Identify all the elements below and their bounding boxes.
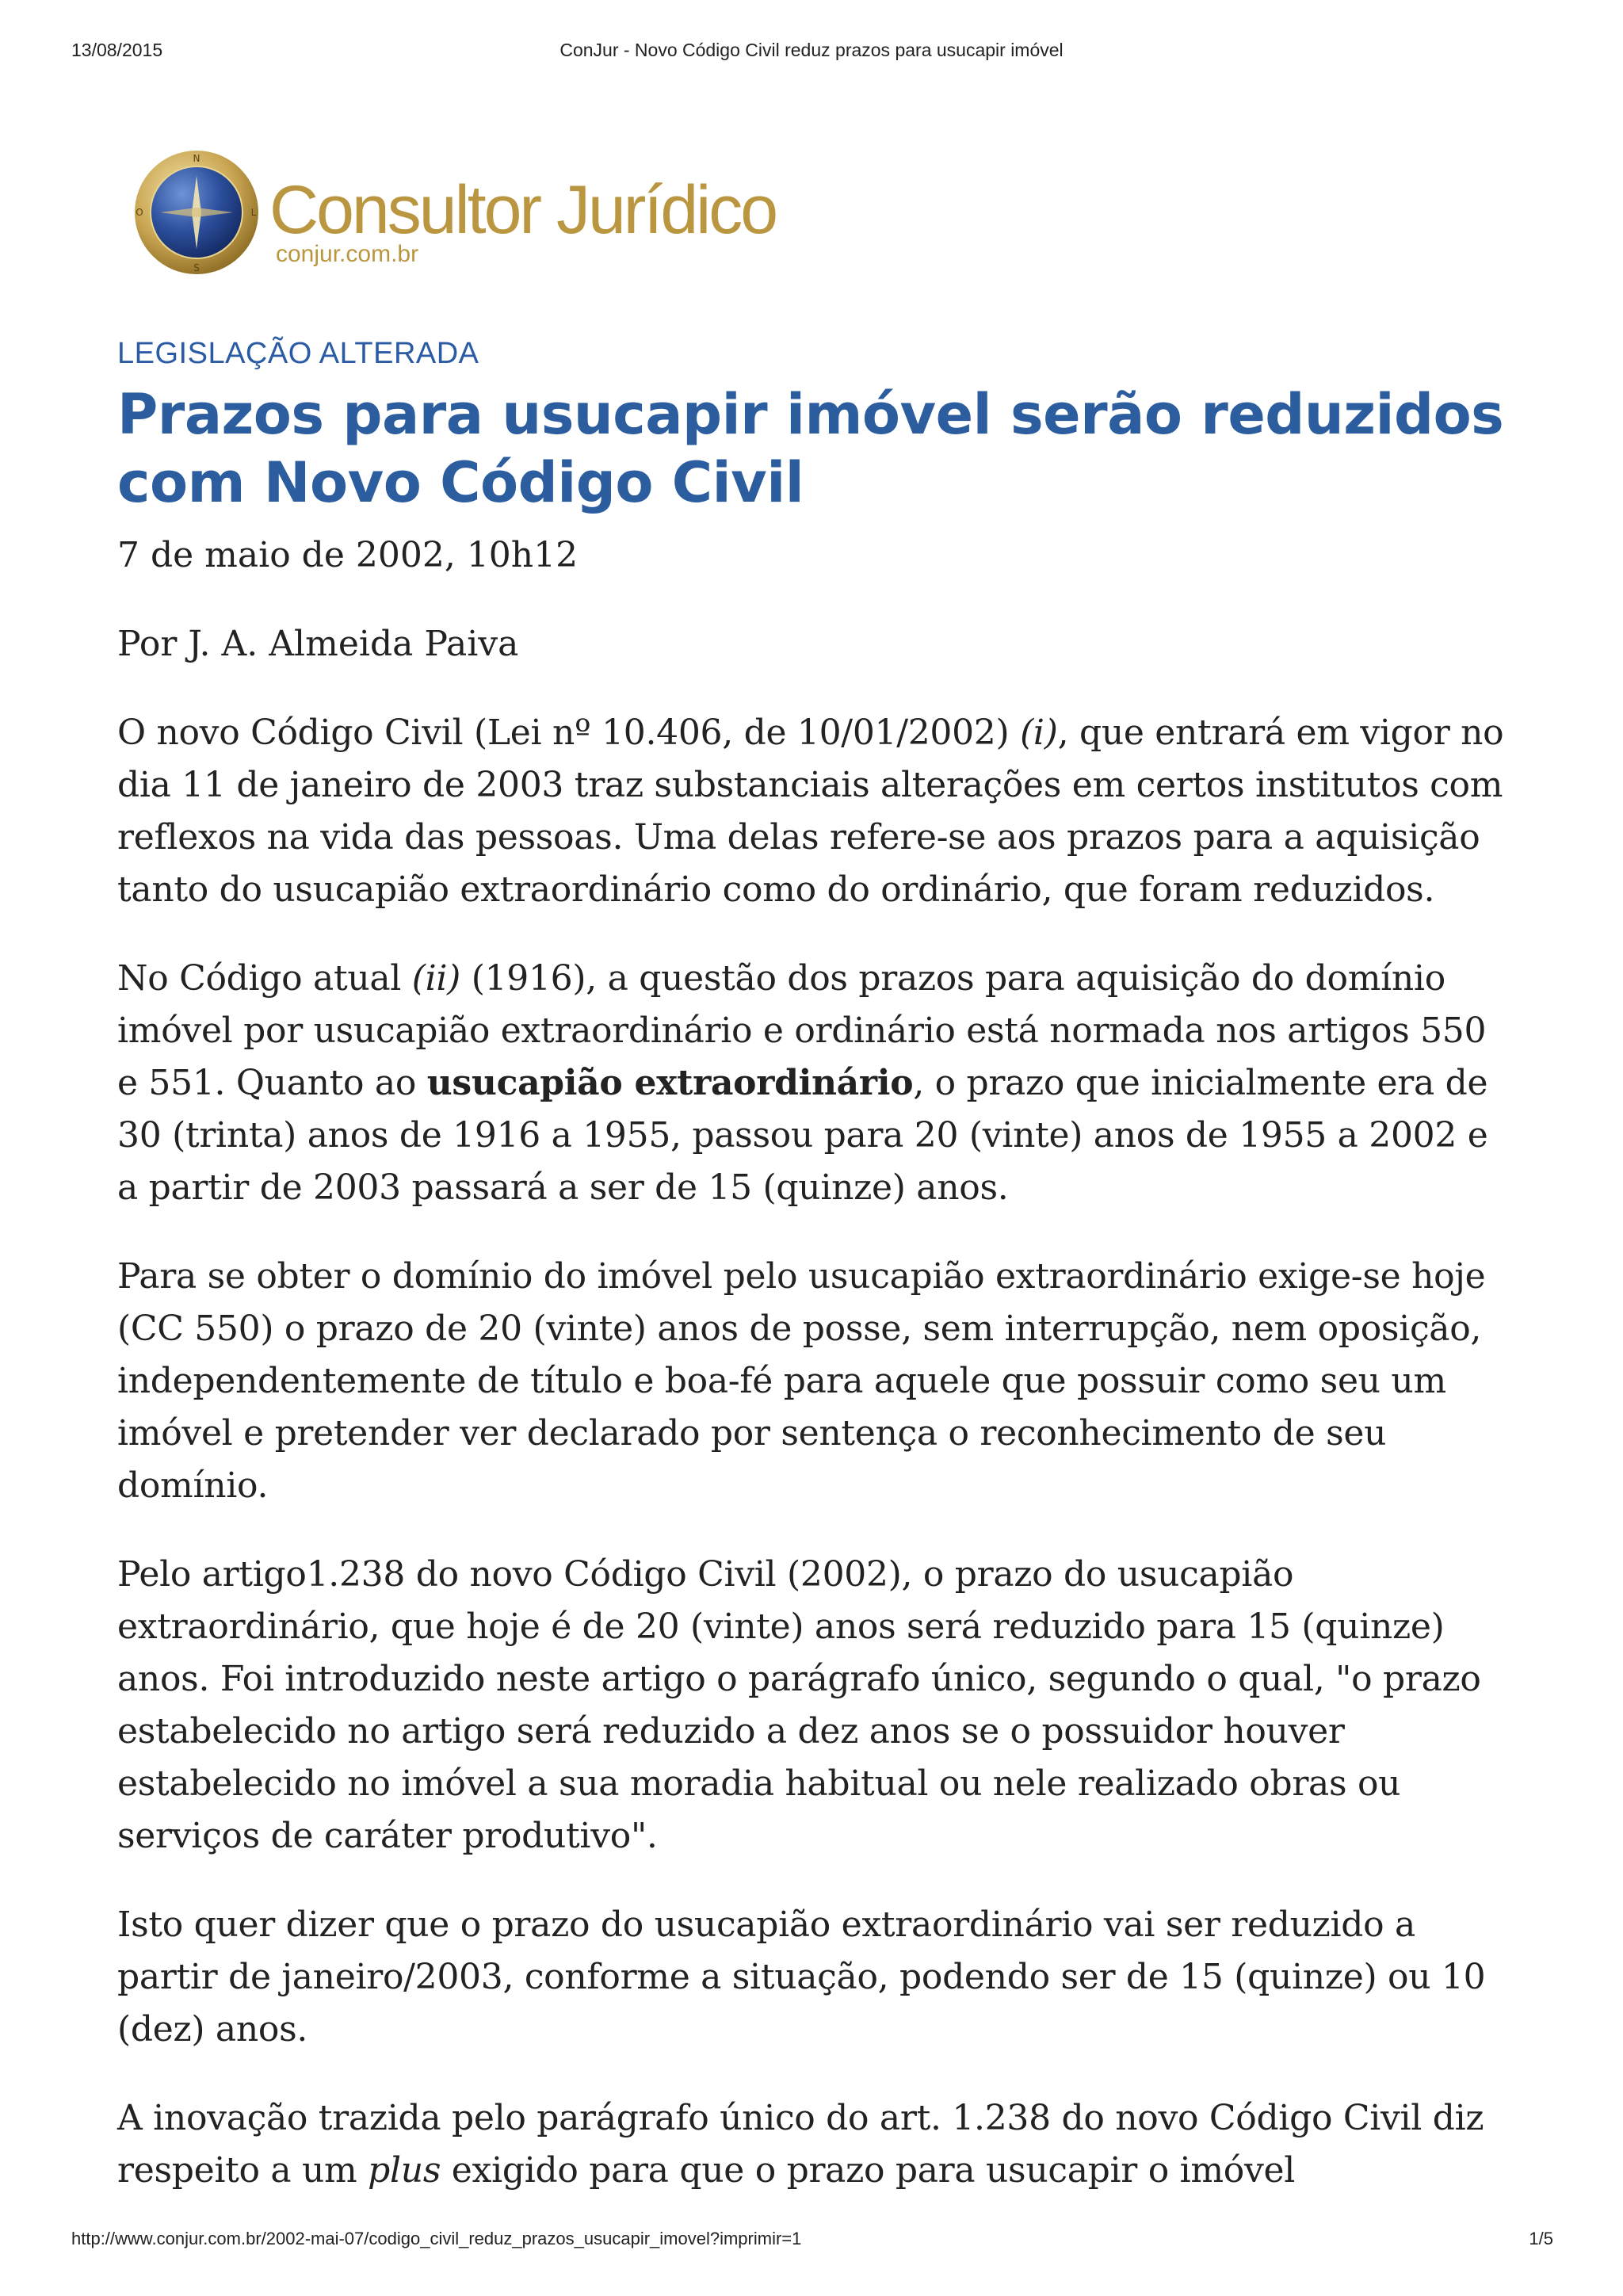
article-date: 7 de maio de 2002, 10h12 xyxy=(117,535,579,575)
print-url: http://www.conjur.com.br/2002-mai-07/codigo_civil_reduz_prazos_usucapir_imovel?imprimir=1 xyxy=(71,2229,802,2248)
text-run: , o prazo que inicialmente era de 30 (trinta) anos de 1916 a 1955, passou para 20 (vinte) anos de 1955 a 2002 e a partir de 2003 passará a ser de 15 (quinze) anos. xyxy=(117,1063,1488,1208)
paragraph-4: Pelo artigo1.238 do novo Código Civil (2002), o prazo do usucapião extraordinário, que hoje é de 20 (vinte) anos será reduzido para 15 (quinze) anos. Foi introduzido neste artigo o parágrafo único, segundo o qual, "o prazo estabelecido no artigo será reduzido a dez anos se o possuidor houver estabelecido no imóvel a sua moradia habitual ou nele realizado obras ou serviços de caráter produtivo". xyxy=(117,1554,1481,1856)
print-footer xyxy=(0,2229,1623,2260)
page-number: 1/5 xyxy=(1529,2229,1553,2248)
paragraph-2 xyxy=(117,953,1512,1214)
article-headline: Prazos para usucapir imóvel serão reduzidos com Novo Código Civil xyxy=(117,382,1504,515)
logo-wordmark: Consultor Jurídico xyxy=(269,172,777,248)
text-run: No Código atual xyxy=(117,958,412,999)
bold-term: usucapião extraordinário xyxy=(426,1063,914,1103)
article-kicker: LEGISLAÇÃO ALTERADA xyxy=(117,337,479,370)
article-byline: Por J. A. Almeida Paiva xyxy=(117,624,519,664)
print-title: ConJur - Novo Código Civil reduz prazos para usucapir imóvel xyxy=(559,40,1064,60)
paragraph-1 xyxy=(117,707,1512,916)
footnote-ref: (ii) xyxy=(411,958,461,999)
svg-text:L: L xyxy=(250,207,257,218)
paragraph-3: Para se obter o domínio do imóvel pelo usucapião extraordinário exige-se hoje (CC 550) o prazo de 20 (vinte) anos de posse, sem interrupção, nem oposição, independentemente de título e boa-fé para aquele que possuir como seu um imóvel e pretender ver declarado por sentença o reconhecimento de seu domínio. xyxy=(117,1256,1486,1506)
italic-term: plus xyxy=(368,2150,441,2191)
logo-domain: conjur.com.br xyxy=(276,241,419,267)
conjur-logo[interactable] xyxy=(127,143,800,285)
svg-text:O: O xyxy=(136,207,143,218)
svg-text:S: S xyxy=(193,262,200,273)
compass-globe-icon xyxy=(133,149,260,276)
print-header xyxy=(0,40,1623,71)
paragraph-5: Isto quer dizer que o prazo do usucapião extraordinário vai ser reduzido a partir de janeiro/2003, conforme a situação, podendo ser de 15 (quinze) ou 10 (dez) anos. xyxy=(117,1904,1486,2050)
paragraph-6 xyxy=(117,2092,1512,2197)
footnote-ref: (i) xyxy=(1020,712,1058,753)
article-body xyxy=(117,333,1512,2197)
text-run: , que entrará em vigor no dia 11 de janeiro de 2003 traz substanciais alterações em certos institutos com reflexos na vida das pessoas. Uma delas refere-se aos prazos para a aquisição tanto do usucapião extraordinário como do ordinário, que foram reduzidos. xyxy=(117,712,1504,910)
text-run: O novo Código Civil (Lei nº 10.406, de 10/01/2002) xyxy=(117,712,1021,753)
text-run: (1916), a questão dos prazos para aquisição do domínio imóvel por usucapião extraordinário e ordinário está normada nos artigos 550 e 551. Quanto ao xyxy=(117,958,1487,1103)
text-run: exigido para que o prazo para usucapir o imóvel xyxy=(441,2150,1296,2191)
print-date: 13/08/2015 xyxy=(71,40,163,60)
text-run: A inovação trazida pelo parágrafo único do art. 1.238 do novo Código Civil diz respeito a um xyxy=(117,2098,1484,2191)
svg-text:N: N xyxy=(193,153,200,164)
